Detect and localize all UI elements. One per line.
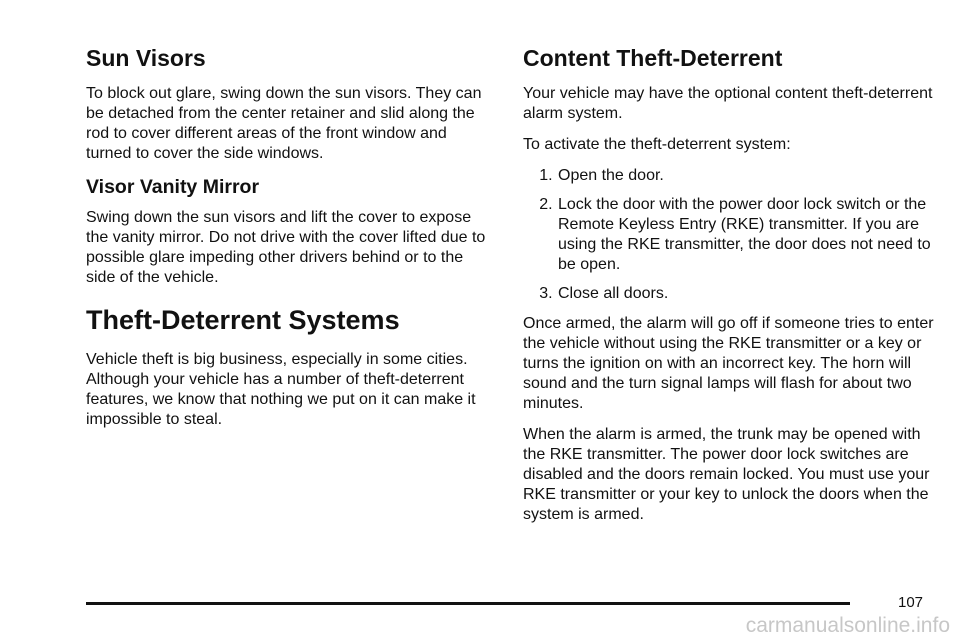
armed-paragraph: Once armed, the alarm will go off if someone tries to enter the vehicle without using the RKE transmitter or a key or turns the ignition on with an incorrect key. The horn will sound and the turn signal lamps will flash for about two minutes. [523, 315, 934, 412]
theft-deterrent-systems-body: Vehicle theft is big business, especially in some cities. Although your vehicle has a number of theft-deterrent features, we know that nothing we put on it can make it impossible to steal. [86, 351, 476, 428]
trunk-paragraph: When the alarm is armed, the trunk may be opened with the RKE transmitter. The power door lock switches are disabled and the doors remain locked. You must use your RKE transmitter or your key to unlock the doors when the system is armed. [523, 426, 930, 523]
content-theft-intro: Your vehicle may have the optional content theft-deterrent alarm system. [523, 85, 933, 122]
step-item: 2. Lock the door with the power door lock switch or the Remote Keyless Entry (RKE) transmitter. If you are using the RKE transmitter, the door does not need to be open. [557, 195, 943, 275]
activation-steps [523, 166, 943, 304]
left-column [86, 44, 496, 441]
footer-rule [86, 602, 850, 605]
page-number: 107 [898, 594, 924, 611]
activate-lead: To activate the theft-deterrent system: [523, 136, 791, 153]
theft-deterrent-systems-section [86, 304, 496, 430]
sun-visors-section [86, 44, 496, 164]
content-theft-deterrent-heading: Content Theft-Deterrent [523, 45, 783, 71]
visor-vanity-mirror-section [86, 175, 496, 288]
watermark-text: carmanualsonline.info [745, 614, 950, 637]
visor-vanity-mirror-body: Swing down the sun visors and lift the cover to expose the vanity mirror. Do not drive with the cover lifted due to possible glare impeding other drivers behind or to the side of the vehicle. [86, 209, 486, 286]
step-item: 1. Open the door. [557, 166, 943, 186]
right-column [523, 44, 943, 536]
theft-deterrent-systems-heading: Theft-Deterrent Systems [86, 305, 400, 335]
sun-visors-heading: Sun Visors [86, 45, 206, 71]
visor-vanity-mirror-heading: Visor Vanity Mirror [86, 176, 260, 198]
sun-visors-body: To block out glare, swing down the sun visors. They can be detached from the center retainer and slid along the rod to cover different areas of the front window and turned to cover the side windows. [86, 85, 482, 162]
step-item: 3. Close all doors. [557, 284, 943, 304]
